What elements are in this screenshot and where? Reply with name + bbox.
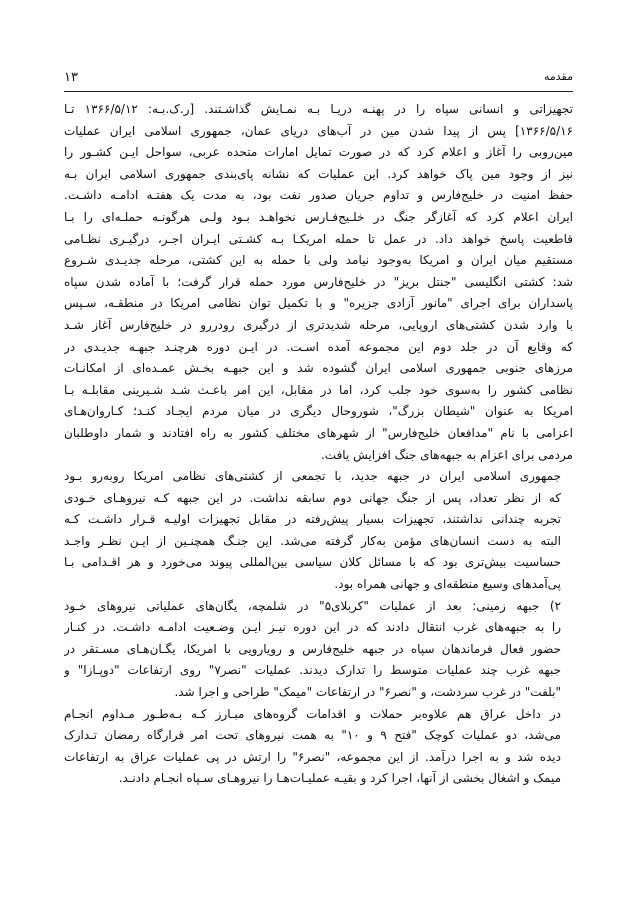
paragraph — [64, 704, 573, 790]
text-line: پاسداران برای اجرای "مانور آزادی جزیره" و با تکمیل توان نظامی امریکا در منطقـه، سـپس — [64, 296, 573, 311]
running-title: مقدمه — [543, 70, 573, 83]
text-line: در داخل عراق هم علاوه‌بر حملات و اقدامات گروه‌های مبـارز کـه بـه‌طـور مـداوم انجـام — [64, 706, 561, 721]
text-line: را به جبهه‌های غرب انتقال دادند که در این دوره نیـز ایـن وضـعیت ادامـه داشـت. در کنـار — [64, 620, 561, 635]
text-line: اعزامی با نام "مدافعان خلیج‌فارس" از شهرهای مختلف کشور به راه افتادند و شمار داوطلبان — [64, 425, 573, 440]
text-line: جمهوری اسلامی ایران در جبهه جدید، با تجمعی از کشتی‌های نظامی امریکا روبه‌رو بـود — [64, 469, 561, 484]
text-line: مردمی برای اعزام به جبهه‌های جنگ افزایش یافت. — [320, 447, 573, 462]
text-line: با وارد شدن کشتی‌های اروپایی، مرحله شدیدتری از درگیری رودررو در خلیج‌فارس آغاز شـد — [64, 317, 573, 332]
body-text — [64, 99, 573, 790]
text-line: قاطعیت پاسخ خواهد داد. در عمل تا حمله امریکـا بـه کشـتی ایـران اجـر، درگیـری نظـامی — [64, 231, 573, 246]
text-line: که از نظر تعداد، پس از جنگ جهانی دوم سابقه نداشت. در این جبهه کـه نیروهـای خـودی — [64, 490, 561, 505]
page-number: ۱۳ — [64, 70, 78, 85]
text-line: ایران اعلام کرد که آغازگر جنگ در خلـیج‌فـارس نخواهـد بـود ولـی هرگونـه حملـه‌ای را بـا — [64, 209, 573, 224]
text-line: حضور فعال فرماندهان سپاه در جبهه خلیج‌فارس و رویارویی با امریکا، یگـان‌هـای مسـتقر در — [64, 641, 561, 656]
text-line: مستقیم میان ایران و امریکا به‌وجود نیامد ولی با حمله به این کشتی، مرحله جدیـدی شـروع — [64, 253, 573, 268]
text-line: نظامی کشور را به‌سوی خود جلب کرد، اما در مقابل، این امر باعـث شـد شـیرینی مقابلـه بـا — [64, 382, 573, 397]
text-line: جبهه غرب چند عملیات متوسط را تدارک دیدند. عملیات "نصر۷" روی ارتفاعات "دوپـازا" و — [64, 663, 561, 678]
text-line: نیز از وجود مین پاک خواهد کرد. این عملیات که نشانه پای‌بندی جمهوری اسلامی ایران بـه — [64, 166, 573, 181]
paragraph — [64, 596, 573, 704]
text-line: شد: کشتی انگلیسی "جنتل بریز" در خلیج‌فارس مورد حمله قرار گرفت؛ با آماده شدن سپاه — [64, 274, 573, 289]
text-line: ۱۳۶۶/۵/۱۶] پس از پیدا شدن مین در آب‌های دریای عمان، جمهوری اسلامی ایران عملیات — [64, 123, 573, 138]
paragraph — [64, 466, 573, 596]
text-line: حفظ امنیت در خلیج‌فارس و تداوم جریان صدور نفت بود، به مدت یک هفتـه ادامـه داشـت. — [64, 188, 573, 203]
text-line: "بلفت" در غرب سردشت، و "نصر۶" در ارتفاعات "میمک" طراحی و اجرا شد. — [174, 685, 561, 700]
text-line: البته به دست انسان‌های مؤمن به‌کار گرفته می‌شد. این جنـگ همچنـین از ایـن نظـر واجـد — [64, 533, 561, 548]
text-line: می‌شد، دو عملیات کوچک "فتح ۹ و ۱۰" به همت نیروهای تحت امر قرارگاه رمضان تـدارک — [64, 728, 561, 743]
text-line: تجربه چندانی نداشتند، تجهیزات بسیار پیش‌رفته در مقابل تجهیزات اولیـه قـرار داشـت کـه — [64, 512, 561, 527]
text-line: پی‌آمدهای وسیع منطقه‌ای و جهانی همراه بود. — [334, 577, 561, 592]
page-header — [64, 70, 573, 90]
text-line: میمک و اشغال بخشی از آنها، اجرا کرد و بقیـه عملیـات‌هـا را نیروهـای سـپاه انجـام دادنـد. — [118, 771, 561, 786]
text-line: حساسیت بیش‌تری بود که با مسائل کلان سیاسی بین‌المللی پیوند می‌خورد و هر اقـدامی بـا — [64, 555, 561, 570]
text-line: مین‌روبی را آغاز و اعلام کرد که در صورت تمایل امارات متحده عربی، سواحل ایـن کشـور را — [64, 145, 573, 160]
text-line: تجهیزاتی و انسانی سپاه را در پهنـه دریـا بـه نمـایش گذاشـتند. [ر.ک.بـه: ۱۳۶۶/۵/۱۲ تـا — [64, 102, 573, 116]
text-line: که وقایع آن در جلد دوم این مجموعه آمده اسـت. در ایـن دوره هرچنـد جبهـه جدیـدی در — [64, 339, 573, 354]
text-line: دیده شد و به اجرا درآمد. از این مجموعه، "نصر۶" را ارتش در پی عملیات عراق به ارتفاعات — [64, 749, 561, 764]
text-line: ۲) جبهه زمینی: بعد از عملیات "کربلای۵" در شلمچه، یگان‌های عملیاتی نیروهای خـود — [64, 598, 562, 613]
text-line: امریکا به عنوان "شیطان بزرگ"، شوروحال دیگری در میان مردم ایجـاد کنـد؛ کـاروان‌هـای — [64, 404, 573, 419]
text-line: مرزهای جنوبی جمهوری اسلامی ایران گشوده شد و این جبهـه بخـش عمـده‌ای از امکانـات — [64, 361, 573, 376]
header-rule — [64, 91, 573, 92]
paragraph — [64, 99, 573, 466]
